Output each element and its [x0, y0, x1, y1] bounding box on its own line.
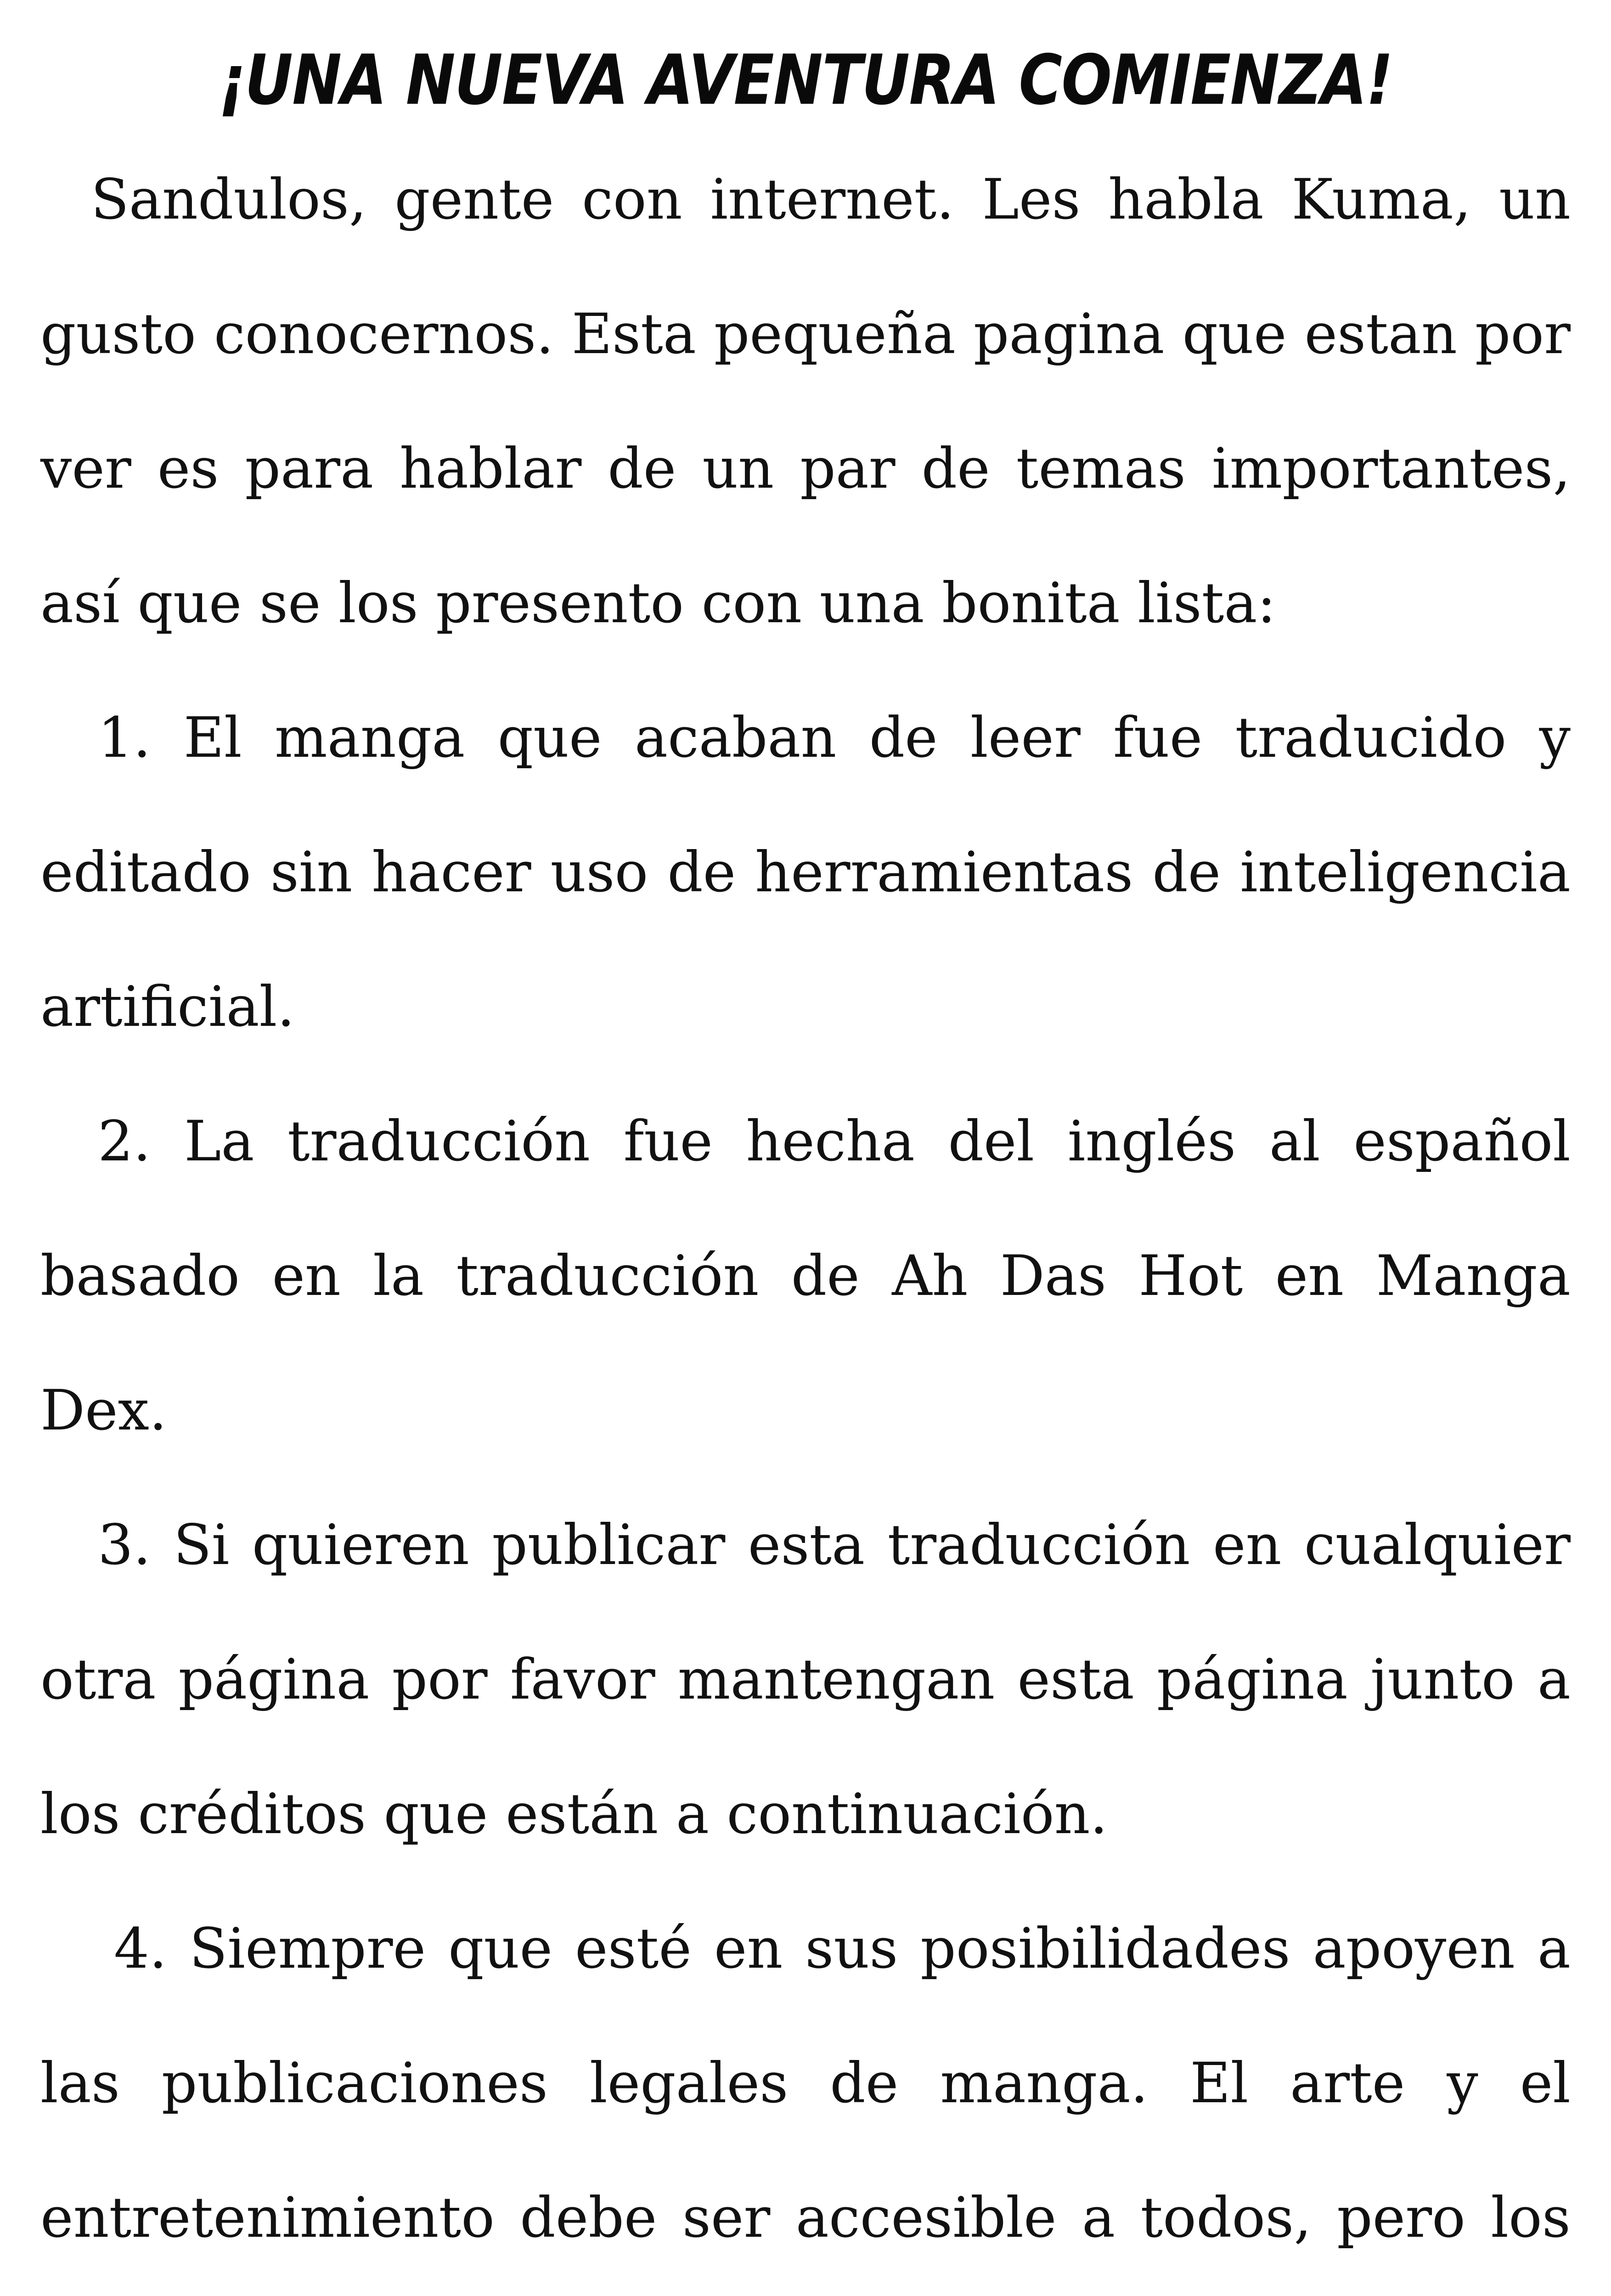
- list-item-3: 3. Si quieren publicar esta traducción en cualquier otra página por favor mantengan esta página junto a los créditos que están a continuación.: [40, 1513, 1571, 1846]
- list-item-1: 1. El manga que acaban de leer fue traducido y editado sin hacer uso de herramientas de inteligencia artificial.: [40, 705, 1571, 1039]
- document-body: [40, 132, 1571, 2296]
- list-item-4: 4. Siempre que esté en sus posibilidades apoyen a las publicaciones legales de manga. El arte y el entretenimiento debe ser accesible a todos, pero los: [40, 1916, 1571, 2250]
- page-title: ¡UNA NUEVA AVENTURA COMIENZA!: [219, 40, 1392, 120]
- list-item-2: 2. La traducción fue hecha del inglés al español basado en la traducción de Ah Das Hot en Manga Dex.: [40, 1109, 1571, 1443]
- intro-paragraph: Sandulos, gente con internet. Les habla Kuma, un gusto conocernos. Esta pequeña pagina que estan por ver es para hablar de un par de temas importantes, así que se los presento con una bonita lista:: [40, 167, 1571, 636]
